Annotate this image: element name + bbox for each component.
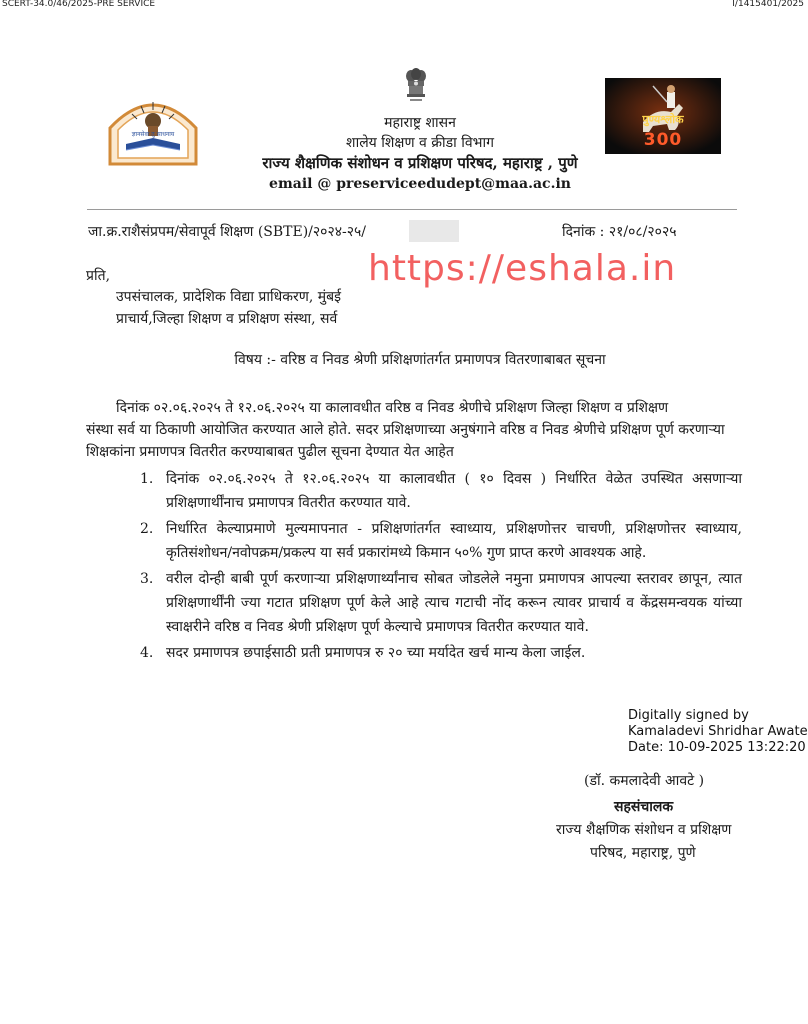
intro-line-3: शिक्षकांना प्रमाणपत्र वितरीत करण्याबाबत पुढील सूचना देण्यात येत आहेत [86,444,454,460]
punyashlok-caption: पुण्यश्लोक [642,113,684,126]
list-text: दिनांक ०२.०६.२०२५ ते १२.०६.२०२५ या कालावधीत ( १० दिवस ) निर्धारित वेळेत उपस्थित असणाऱ्या प्रशिक्षणार्थींनाच प्रमाणपत्र वितरीत करण्यात यावे. [166,471,742,511]
council-name: राज्य शैक्षणिक संशोधन व प्रशिक्षण परिषद, महाराष्ट्र , पुणे [262,154,578,172]
list-item [138,641,742,665]
signatory-designation: सहसंचालक [614,799,674,815]
list-text: निर्धारित केल्याप्रमाणे मुल्यमापनात - प्रशिक्षणांतर्गत स्वाध्याय, प्रशिक्षणोत्तर चाचणी, प्रशिक्षणोत्तर स्वाध्याय, कृतिसंशोधन/नवोपक्रम/प्रकल्प या सर्व प्रकारांमध्ये किमान ५०% गुण प्राप्त करणे आवश्यक आहे. [166,521,742,561]
digital-signature-label: Digitally signed by [628,708,749,723]
list-number: 1. [140,471,154,487]
govt-name: महाराष्ट्र शासन [384,115,456,131]
intro-line-1: दिनांक ०२.०६.२०२५ ते १२.०६.२०२५ या कालावधीत वरिष्ठ व निवड श्रेणीचे प्रशिक्षण जिल्हा शिक्षण व प्रशिक्षण [116,400,669,416]
letter-date: दिनांक : २१/०८/२०२५ [562,224,677,240]
reference-number: जा.क्र.राशैसंप्रपम/सेवापूर्व शिक्षण (SBTE)/२०२४-२५/ [88,224,367,240]
file-reference-left: SCERT-34.0/46/2025-PRE SERVICE [2,0,156,9]
signatory-office-2: परिषद, महाराष्ट्र, पुणे [590,845,696,861]
recipient-1: उपसंचालक, प्रादेशिक विद्या प्राधिकरण, मुंबई [116,289,341,305]
signatory-office-1: राज्य शैक्षणिक संशोधन व प्रशिक्षण [556,822,732,838]
ashoka-emblem-icon [404,68,428,106]
list-item [138,567,742,639]
subject-line: विषय :- वरिष्ठ व निवड श्रेणी प्रशिक्षणांतर्गत प्रमाणपत्र वितरणाबाबत सूचना [234,352,606,368]
recipient-2: प्राचार्य,जिल्हा शिक्षण व प्रशिक्षण संस्था, सर्व [116,311,338,327]
list-item [138,517,742,565]
intro-line-2: संस्था सर्व या ठिकाणी आयोजित करण्यात आले होते. सदर प्रशिक्षणाच्या अनुषंगाने वरिष्ठ व निवड श्रेणीचे प्रशिक्षण पूर्ण करणाऱ्या [86,422,725,438]
redacted-number [409,220,459,242]
scert-motto: ज्ञानसेवा तु साधनाय [131,131,175,138]
list-item [138,467,742,515]
punyashlok-number: 300 [643,130,683,150]
signatory-name: (डॉ. कमलादेवी आवटे ) [584,773,705,789]
list-text: वरील दोन्ही बाबी पूर्ण करणाऱ्या प्रशिक्षणार्थ्यांनाच सोबत जोडलेले नमुना प्रमाणपत्र आपल्या स्तरावर छापून, त्यात प्रशिक्षणार्थींनी ज्या गटात प्रशिक्षण पूर्ण केले आहे त्याच गटाची नोंद करून त्यावर प्राचार्य व केंद्रसमन्वयक यांच्या स्वाक्षरीने वरिष्ठ व निवड श्रेणी प्रशिक्षण पूर्ण केल्याचे प्रमाणपत्र वितरीत करण्यात यावे. [166,571,742,635]
to-label: प्रति, [86,268,111,284]
file-reference-right: I/1415401/2025 [732,0,804,9]
header-divider [87,209,737,210]
department-name: शालेय शिक्षण व क्रीडा विभाग [346,135,494,151]
list-text: सदर प्रमाणपत्र छपाईसाठी प्रती प्रमाणपत्र रु २० च्या मर्यादेत खर्च मान्य केला जाईल. [166,645,586,661]
email-line: email @ preserviceedudept@maa.ac.in [269,176,571,192]
list-number: 2. [140,521,154,537]
list-number: 3. [140,571,154,587]
digital-signature-name: Kamaladevi Shridhar Awate [628,724,808,739]
instruction-list [138,467,742,667]
list-number: 4. [140,645,154,661]
watermark-url: https://eshala.in [368,248,677,289]
digital-signature-date: Date: 10-09-2025 13:22:20 [628,740,806,755]
ashoka-emblem [404,68,428,106]
